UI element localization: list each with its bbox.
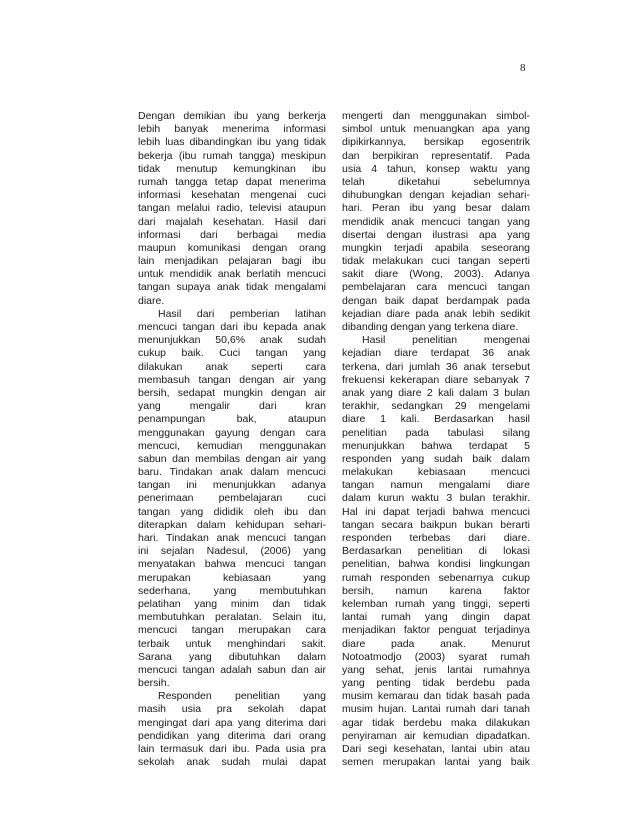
text-line: dilakukan anak seperti cara xyxy=(138,360,326,373)
text-line: mengingat dari apa yang diterima dari xyxy=(138,716,326,729)
text-line: mencuci tangan merupakan cara xyxy=(138,624,326,637)
text-line: dalam kurun waktu 3 bulan terakhir. xyxy=(342,492,530,505)
text-line: tangan namun mengalami diare xyxy=(342,479,530,492)
text-line: informasi dari berbagai media xyxy=(138,228,326,241)
text-line: Notoatmodjo (2003) syarat rumah xyxy=(342,650,530,663)
text-line: yang mengalir dari kran xyxy=(138,400,326,413)
text-line: melakukan kebiasaan mencuci xyxy=(342,466,530,479)
text-line: lebih luas dibandingkan ibu yang tidak xyxy=(138,136,326,149)
text-line: sekolah anak sudah mulai dapat xyxy=(138,756,326,769)
text-line: hari. Peran ibu yang besar dalam xyxy=(342,202,530,215)
text-line: tangan secara baikpun bukan berarti xyxy=(342,518,530,531)
text-line: penampungan bak, ataupun xyxy=(138,413,326,426)
text-line: tangan yang dididik oleh ibu dan xyxy=(138,505,326,518)
text-line: telah diketahui sebelumnya xyxy=(342,175,530,188)
text-line: terakhir, sedangkan 29 mengelami xyxy=(342,400,530,413)
text-line: menunjukkan bahwa terdapat 5 xyxy=(342,439,530,452)
text-line: sakit diare (Wong, 2003). Adanya xyxy=(342,268,530,281)
text-line: kelemban rumah yang tinggi, seperti xyxy=(342,597,530,610)
text-line: pendidikan yang diterima dari orang xyxy=(138,729,326,742)
text-line: musim hujan. Lantai rumah dari tanah xyxy=(342,703,530,716)
text-line: masih usia pra sekolah dapat xyxy=(138,703,326,716)
text-line: membasuh tangan dengan air yang xyxy=(138,373,326,386)
text-line: frekuensi kekerapan diare sebanyak 7 xyxy=(342,373,530,386)
text-line: diare 1 kali. Berdasarkan hasil xyxy=(342,413,530,426)
text-line: penyiraman air kemudian dipadatkan. xyxy=(342,729,530,742)
text-line: dibanding dengan yang terkena diare. xyxy=(342,321,519,333)
text-line: ini sejalan Nadesul, (2006) yang xyxy=(138,545,326,558)
text-line: tangan supaya anak tidak mengalami xyxy=(138,281,326,294)
text-line: cukup baik. Cuci tangan yang xyxy=(138,347,326,360)
text-line: penerimaan pembelajaran cuci xyxy=(138,492,326,505)
text-line: yang sehat, jenis lantai rumahnya xyxy=(342,663,530,676)
text-line: membutuhkan peralatan. Selain itu, xyxy=(138,611,326,624)
right-text-column xyxy=(342,110,530,769)
text-line: bekerja (ibu rumah tangga) meskipun xyxy=(138,149,326,162)
text-line: terbaik untuk menghindari sakit. xyxy=(138,637,326,650)
text-line: responden yang sudah baik dalam xyxy=(342,452,530,465)
text-line: responden terbebas dari diare. xyxy=(342,532,530,544)
text-line: yang penting tidak berdebu pada xyxy=(342,677,530,690)
text-line: dan berpikiran representatif. Pada xyxy=(342,149,530,162)
text-line: untuk mendidik anak berlatih mencuci xyxy=(138,268,326,281)
text-line: menyatakan bahwa mencuci tangan xyxy=(138,558,326,571)
text-line: menunjukkan 50,6% anak sudah xyxy=(138,334,326,347)
text-line: Dengan demikian ibu yang berkerja xyxy=(138,110,326,122)
text-line: diare. xyxy=(138,294,165,307)
text-line: terkena, dari jumlah 36 anak tersebut xyxy=(342,360,530,373)
text-line: Dari segi kesehatan, lantai ubin atau xyxy=(342,743,530,755)
text-line: penelitian pada tabulasi silang xyxy=(342,426,530,439)
text-line: tidak menutup kemungkinan ibu xyxy=(138,162,326,175)
text-line: maupun komunikasi dengan orang xyxy=(138,241,326,254)
text-line: lain menjadikan pelajaran bagi ibu xyxy=(138,255,326,268)
text-line: diterapkan dalam kehidupan sehari- xyxy=(138,518,326,531)
text-line: hari. Tindakan anak mencuci tangan xyxy=(138,532,326,544)
text-line: pelatihan yang minim dan tidak xyxy=(138,597,326,610)
text-line: sederhana, yang membutuhkan xyxy=(138,584,326,597)
text-line: dari majalah kesehatan. Hasil dari xyxy=(138,215,326,228)
text-line: pembelajaran cara mencuci tangan xyxy=(342,281,530,294)
text-line: baru. Tindakan anak dalam mencuci xyxy=(138,466,326,479)
text-line: informasi kesehatan mengenai cuci xyxy=(138,189,326,202)
text-line: mengerti dan menggunakan simbol- xyxy=(342,110,530,122)
text-line: Hal ini dapat terjadi bahwa mencuci xyxy=(342,505,530,518)
left-text-column xyxy=(138,110,326,769)
text-line: kejadian diare terdapat 36 anak xyxy=(342,347,530,360)
text-line: tangan melalui radio, televisi ataupun xyxy=(138,202,326,215)
text-line: Sarana yang dibutuhkan dalam xyxy=(138,650,326,663)
page-number: 8 xyxy=(520,62,526,74)
text-line: simbol untuk menuangkan apa yang xyxy=(342,123,530,136)
text-line: musim kemarau dan tidak basah pada xyxy=(342,690,530,703)
text-line: menggunakan gayung dengan cara xyxy=(138,426,326,439)
text-line: mencuci, kemudian menggunakan xyxy=(138,439,326,452)
text-line: rumah responden sebenarnya cukup xyxy=(342,571,530,584)
text-line: dihubungkan dengan kejadian sehari- xyxy=(342,189,530,202)
text-line: diare pada anak. Menurut xyxy=(342,637,530,650)
text-line: merupakan kebiasaan yang xyxy=(138,571,326,584)
text-line: lantai rumah yang dingin dapat xyxy=(342,611,530,624)
text-line: dengan baik dapat berdampak pada xyxy=(342,294,530,307)
text-line: bersih. xyxy=(138,677,170,690)
text-line: Berdasarkan penelitian di lokasi xyxy=(342,545,530,558)
text-line: Hasil dari pemberian latihan xyxy=(158,307,326,320)
text-line: disertai dengan ilustrasi apa yang xyxy=(342,228,530,241)
text-line: menjadikan faktor penguat terjadinya xyxy=(342,624,530,637)
text-line: tidak melakukan cuci tangan seperti xyxy=(342,255,530,268)
text-line: agar tidak berdebu maka dilakukan xyxy=(342,716,530,729)
text-line: lain termasuk dari ibu. Pada usia pra xyxy=(138,743,326,755)
text-line: anak yang diare 2 kali dalam 3 bulan xyxy=(342,386,530,399)
text-line: bersih, sedapat mungkin dengan air xyxy=(138,386,326,399)
text-line: kejadian diare pada anak lebih sedikit xyxy=(342,307,530,320)
text-line: lebih banyak menerima informasi xyxy=(138,123,326,136)
text-line: semen merupakan lantai yang baik xyxy=(342,756,530,769)
text-line: mencuci tangan adalah sabun dan air xyxy=(138,663,326,676)
text-line: mendidik anak mencuci tangan yang xyxy=(342,215,530,228)
text-line: mungkin terjadi apabila seseorang xyxy=(342,241,530,254)
text-line: Responden penelitian yang xyxy=(158,690,326,703)
text-line: usia 4 tahun, konsep waktu yang xyxy=(342,162,530,175)
text-line: dipikirkannya, bersikap egosentrik xyxy=(342,136,530,149)
text-line: tangan ini menunjukkan adanya xyxy=(138,479,326,492)
text-line: penelitian, bahwa kondisi lingkungan xyxy=(342,558,530,571)
text-line: sabun dan membilas dengan air yang xyxy=(138,452,326,465)
text-line: mencuci tangan dari ibu kepada anak xyxy=(138,321,326,333)
text-line: bersih, namun karena faktor xyxy=(342,584,530,597)
text-line: Hasil penelitian mengenai xyxy=(362,334,530,347)
text-line: rumah tangga tetap dapat menerima xyxy=(138,175,326,188)
